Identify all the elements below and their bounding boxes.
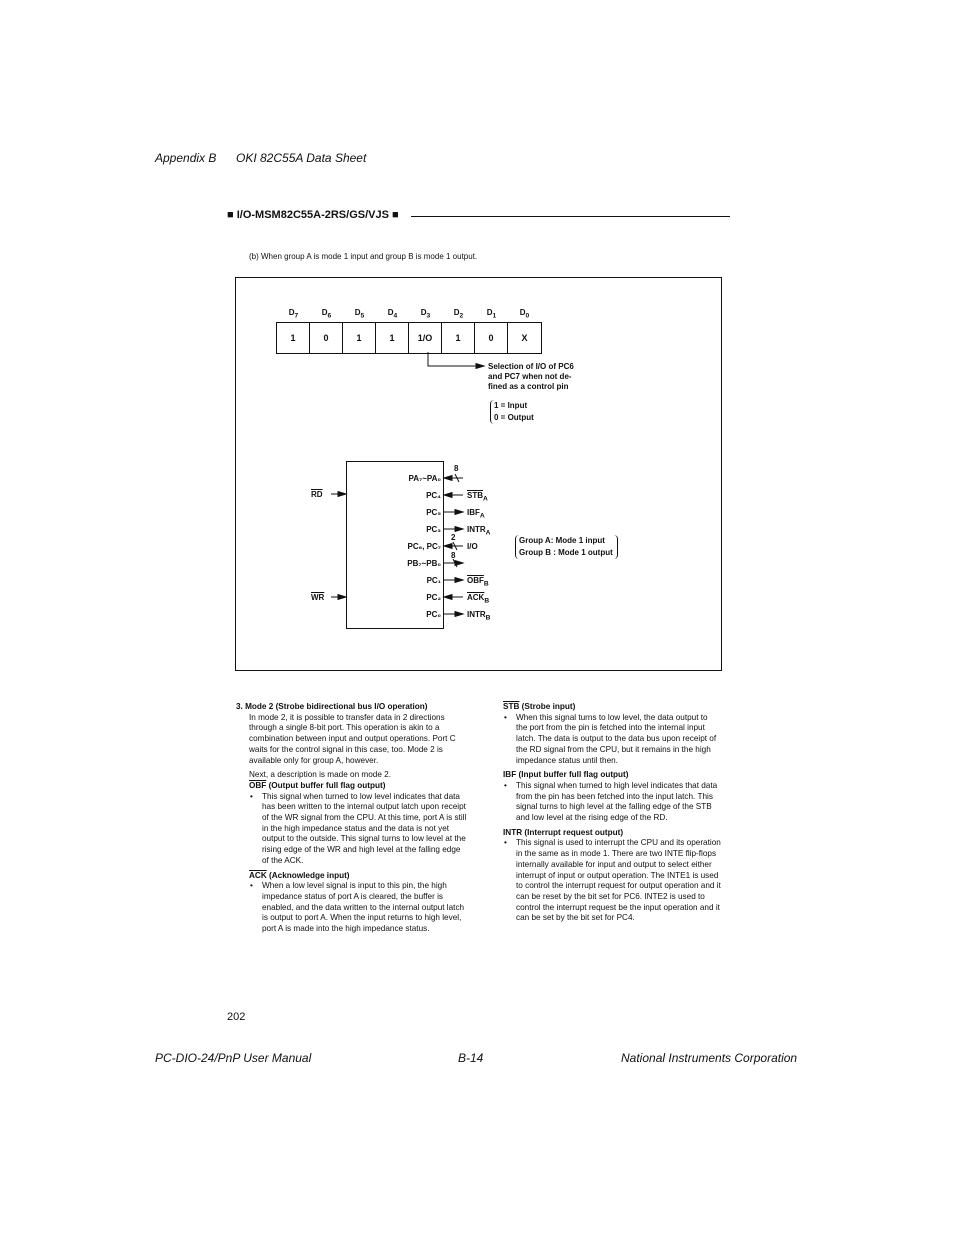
signal-io: I/O <box>467 542 478 551</box>
mode2-paragraph: In mode 2, it is possible to transfer data in 2 directions through a single 8-bit port. This operation is akin to a combination between input and output operations. Port C waits for the control signal in this case, too. Mode 2 is available only for group A, however. <box>249 712 456 765</box>
intr-heading: INTR (Interrupt request output) <box>503 827 624 837</box>
signal-stb-a: $\overline{STB}_A$ <box>467 491 488 503</box>
bit-cell: X <box>521 333 528 343</box>
square-bullet-icon: ■ <box>227 209 234 221</box>
bit-label: $D_4$ <box>387 308 398 320</box>
header-doc-title: OKI 82C55A Data Sheet <box>236 151 367 165</box>
ibf-description: • This signal when turned to high level indicates that data from the pin has been fetched into the input latch. This signal turns to high level at the falling edge of the STB and low level at the rising edge of the RD. <box>503 781 721 824</box>
bit-cell: 1 <box>277 323 310 353</box>
figure-caption: (b) When group A is mode 1 input and group B is mode 1 output. <box>249 252 478 261</box>
pc67-width: 2 <box>451 533 456 542</box>
ack-description: • When a low level signal is input to this pin, the high impedance status of port A is cleared, the buffer is enabled, and the data written to the internal output latch is output to port A. When the input returns to high level, port A is made into the high impedance status. <box>249 881 468 935</box>
stb-heading: $\overline{STB}$ (Strobe input) <box>503 702 576 711</box>
square-bullet-icon-trailing: ■ <box>392 209 399 221</box>
bus-width-b: 8 <box>451 551 456 560</box>
pin-pc3: PC₃ <box>426 525 441 534</box>
obf-description: • This signal when turned to low level indicates that data has been written to the internal output latch upon receipt of the WR signal from the CPU. At this time, port A is still in the high impedance status and the data is not yet output to the outside. This signal turns to low level at the rising edge of the WR and high level at the falling edge of the ACK. <box>249 792 468 867</box>
bit-cell: 0 <box>310 323 343 353</box>
bit-label: $D_7$ <box>288 308 299 320</box>
bit-label: $D_5$ <box>354 308 365 320</box>
page-number: 202 <box>227 1011 246 1023</box>
bit-cell: 1 <box>343 323 376 353</box>
selection-note: Selection of I/O of PC6 and PC7 when not de- fined as a control pin <box>488 362 574 391</box>
stb-description: • When this signal turns to low level, the data output to the port from the pin is fetched into the internal input latch. The data is output to the data bus upon receipt of the RD signal from the CPU, but it remains in the high impedance status until then. <box>503 713 721 767</box>
pin-pc4: PC₄ <box>426 491 441 500</box>
signal-ibf-a: $IBF_A$ <box>467 508 485 520</box>
header-appendix: Appendix B <box>155 151 217 165</box>
obf-heading: $\overline{OBF}$ (Output buffer full flag output) <box>249 780 386 790</box>
bit-label: $D_1$ <box>486 308 497 320</box>
bit-label: $D_3$ <box>420 308 431 320</box>
footer-manual-title: PC-DIO-24/PnP User Manual <box>155 1051 312 1065</box>
signal-obf-b: $\overline{OBF}_B$ <box>467 576 489 588</box>
ack-heading: $\overline{ACK}$ (Acknowledge input) <box>249 870 350 880</box>
io-key: 1 = Input 0 = Output <box>490 400 534 424</box>
footer-company: National Instruments Corporation <box>621 1051 798 1065</box>
bit-label: $D_0$ <box>519 308 530 320</box>
mode2-intro: Next, a description is made on mode 2. <box>249 770 391 780</box>
bit-label: $D_2$ <box>453 308 464 320</box>
bit-cell: 0 <box>475 323 508 353</box>
wr-signal: $\overline{WR}$ <box>311 593 325 602</box>
section-title-text: I/O-MSM82C55A-2RS/GS/VJS <box>236 209 389 221</box>
bit-label: $D_6$ <box>321 308 332 320</box>
bit-cell: 1/O <box>409 323 442 353</box>
left-column <box>236 702 468 935</box>
bus-width-a: 8 <box>454 464 459 473</box>
pin-pa: PA₇~PA₀ <box>408 474 441 483</box>
pin-pc67: PC₆, PC₇ <box>407 542 441 551</box>
mode2-heading: 3. Mode 2 (Strobe bidirectional bus I/O operation) <box>236 702 428 711</box>
group-mode-note: Group A: Mode 1 input Group B : Mode 1 output <box>515 535 618 559</box>
pin-pc0: PC₀ <box>426 610 441 619</box>
signal-ack-b: $\overline{ACK}_B$ <box>467 593 490 605</box>
pin-pc2: PC₂ <box>426 593 441 602</box>
footer-page-id: B-14 <box>458 1051 484 1065</box>
right-column <box>503 702 721 924</box>
bit-cell: 1 <box>442 323 475 353</box>
pin-pc5: PC₅ <box>426 508 441 517</box>
ibf-heading: IBF (Input buffer full flag output) <box>503 770 629 780</box>
pin-pc1: PC₁ <box>426 576 441 585</box>
pin-pb: PB₇~PB₀ <box>407 559 441 568</box>
rd-signal: $\overline{RD}$ <box>311 490 323 499</box>
signal-intr-b: $INTR_B$ <box>467 610 491 622</box>
signal-intr-a: $INTR_A$ <box>467 525 491 537</box>
bit-cell: 1 <box>376 323 409 353</box>
intr-description: • This signal is used to interrupt the CPU and its operation in the same as in mode 1. There are two INTE flip-flops internally available for input and output to select either interrupt of input or output operation. The INTE1 is used to control the interrupt request for output operation and it can be reset by the bit set for PC6. INTE2 is used to control the interrupt request be the input operation and it can be set by the bit set for PC4. <box>503 838 721 924</box>
